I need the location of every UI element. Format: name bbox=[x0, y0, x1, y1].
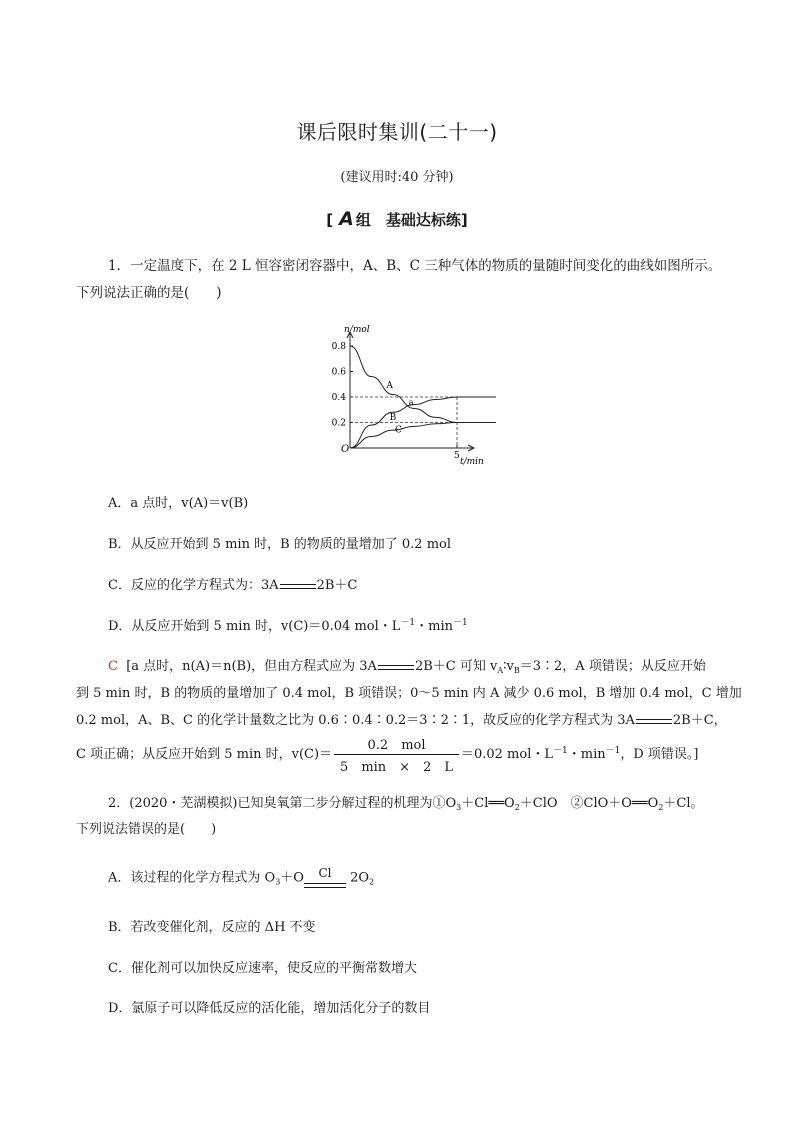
answer-text: 0.2 mol，A、B、C 的化学计量数之比为 0.6∶0.4∶0.2＝3∶2∶1，故反应的化学方程式为 3A bbox=[76, 713, 635, 728]
q2-text: ＋ClO ②ClO＋O══O bbox=[519, 796, 659, 811]
q2-option-d[interactable]: D．氯原子可以降低反应的活化能，增加活化分子的数目 bbox=[108, 1001, 431, 1016]
superscript: －1 bbox=[553, 746, 568, 756]
q1-option-c[interactable] bbox=[108, 574, 357, 593]
subscript: 3 bbox=[275, 877, 281, 887]
answer-text: 2B＋C 可知 v bbox=[414, 659, 498, 674]
q2-option-a-text: 2O bbox=[350, 870, 370, 886]
q1-option-a[interactable]: A．a 点时，v(A)＝v(B) bbox=[108, 496, 249, 511]
q2-option-a[interactable] bbox=[108, 866, 374, 890]
equilibrium-arrow-icon bbox=[636, 716, 672, 726]
series-label-B: B bbox=[389, 412, 397, 423]
subscript: 3 bbox=[456, 803, 462, 812]
suggested-time: (建议用时:40 分钟) bbox=[340, 170, 454, 185]
q2-text: 2．(2020・芜湖模拟)已知臭氧第二步分解过程的机理为①O bbox=[108, 796, 457, 811]
q1-answer-line3 bbox=[76, 709, 727, 728]
q2-option-b[interactable]: B．若改变催化剂，反应的 ΔH 不变 bbox=[108, 920, 316, 935]
subscript: 2 bbox=[658, 803, 664, 812]
q2-option-a-text: ＋O bbox=[280, 870, 304, 886]
q1-answer-line2: 到 5 min 时，B 的物质的量增加了 0.4 mol，B 项错误；0～5 min 内 A 减少 0.6 mol，B 增加 0.4 mol，C 增加 bbox=[76, 686, 742, 701]
superscript: －1 bbox=[453, 618, 468, 628]
y-axis-label: n/mol bbox=[344, 325, 370, 335]
superscript: －1 bbox=[605, 746, 621, 756]
group-letter: A bbox=[339, 208, 354, 230]
q1-answer-line1 bbox=[108, 655, 706, 675]
group-bracket-close: ] bbox=[460, 211, 468, 229]
q2-text: ＋Cl。 bbox=[663, 796, 704, 811]
point-a-label: a bbox=[408, 397, 414, 407]
q1-option-d-unit: ・min bbox=[415, 619, 453, 634]
answer-text: C 项正确；从反应开始到 5 min 时，v(C)＝ bbox=[76, 747, 333, 762]
superscript: －1 bbox=[400, 618, 416, 628]
equilibrium-arrow-icon bbox=[378, 662, 414, 672]
catalyst-equals-icon bbox=[304, 866, 346, 890]
group-text: 组 基础达标练 bbox=[355, 211, 461, 229]
group-heading bbox=[0, 208, 794, 230]
equilibrium-arrow-icon bbox=[280, 581, 316, 591]
series-line-A bbox=[350, 346, 496, 423]
fraction-denominator: 5 min × 2 L bbox=[340, 760, 453, 775]
answer-text: ・min bbox=[567, 747, 606, 762]
q2-text: ＋Cl══O bbox=[461, 796, 515, 811]
answer-text: ∶v bbox=[503, 659, 514, 674]
subscript: 2 bbox=[369, 877, 375, 887]
fraction-numerator: 0.2 mol bbox=[334, 734, 459, 755]
answer-text: ，D 项错误。] bbox=[620, 747, 699, 762]
q1-option-c-text: C．反应的化学方程式为：3A bbox=[108, 578, 279, 593]
catalyst-label: Cl bbox=[318, 866, 332, 880]
series-line-C bbox=[350, 423, 496, 449]
page-title: 课后限时集训(二十一) bbox=[296, 120, 498, 144]
y-tick-label: 0.2 bbox=[331, 418, 346, 429]
x-tick-label: 5 bbox=[454, 451, 460, 461]
y-tick-label: 0.6 bbox=[331, 367, 346, 378]
q1-option-c-products: 2B＋C bbox=[316, 578, 358, 593]
origin-label: O bbox=[341, 444, 350, 455]
answer-text: 2B＋C， bbox=[672, 713, 727, 728]
q2-stem-line1 bbox=[108, 794, 703, 818]
x-axis-label: t/min bbox=[460, 457, 484, 467]
q1-option-d[interactable] bbox=[108, 615, 468, 634]
series-label-A: A bbox=[386, 381, 393, 392]
group-bracket-open: [ bbox=[326, 211, 334, 229]
q1-answer-letter: C bbox=[108, 659, 118, 674]
subscript: 2 bbox=[514, 803, 520, 812]
y-tick-label: 0.4 bbox=[331, 393, 346, 403]
answer-text: [a 点时，n(A)＝n(B)，但由方程式应为 3A bbox=[126, 659, 377, 674]
subscript: B bbox=[513, 666, 520, 675]
answer-text: ＝0.02 mol・L bbox=[460, 747, 554, 762]
answer-text: ＝3∶2，A 项错误；从反应开始 bbox=[519, 659, 706, 674]
y-tick-label: 0.8 bbox=[331, 342, 346, 352]
q1-stem-line1: 1．一定温度下，在 2 L 恒容密闭容器中，A、B、C 三种气体的物质的量随时间变化的曲线如图所示。 bbox=[108, 258, 722, 274]
q1-option-b[interactable]: B．从反应开始到 5 min 时，B 的物质的量增加了 0.2 mol bbox=[108, 537, 452, 552]
subscript: A bbox=[497, 666, 504, 675]
q1-stem-line2: 下列说法正确的是( ) bbox=[76, 285, 222, 301]
q2-option-a-text: A．该过程的化学方程式为 O bbox=[108, 870, 276, 886]
q1-answer-line4 bbox=[76, 734, 698, 775]
q2-stem-line2: 下列说法错误的是( ) bbox=[76, 822, 217, 837]
rate-fraction bbox=[334, 734, 459, 775]
q1-chart bbox=[326, 320, 496, 470]
q2-option-c[interactable]: C．催化剂可以加快反应速率，使反应的平衡常数增大 bbox=[108, 961, 417, 976]
q1-option-d-text: D．从反应开始到 5 min 时，v(C)＝0.04 mol・L bbox=[108, 619, 401, 634]
series-label-C: C bbox=[394, 425, 402, 436]
